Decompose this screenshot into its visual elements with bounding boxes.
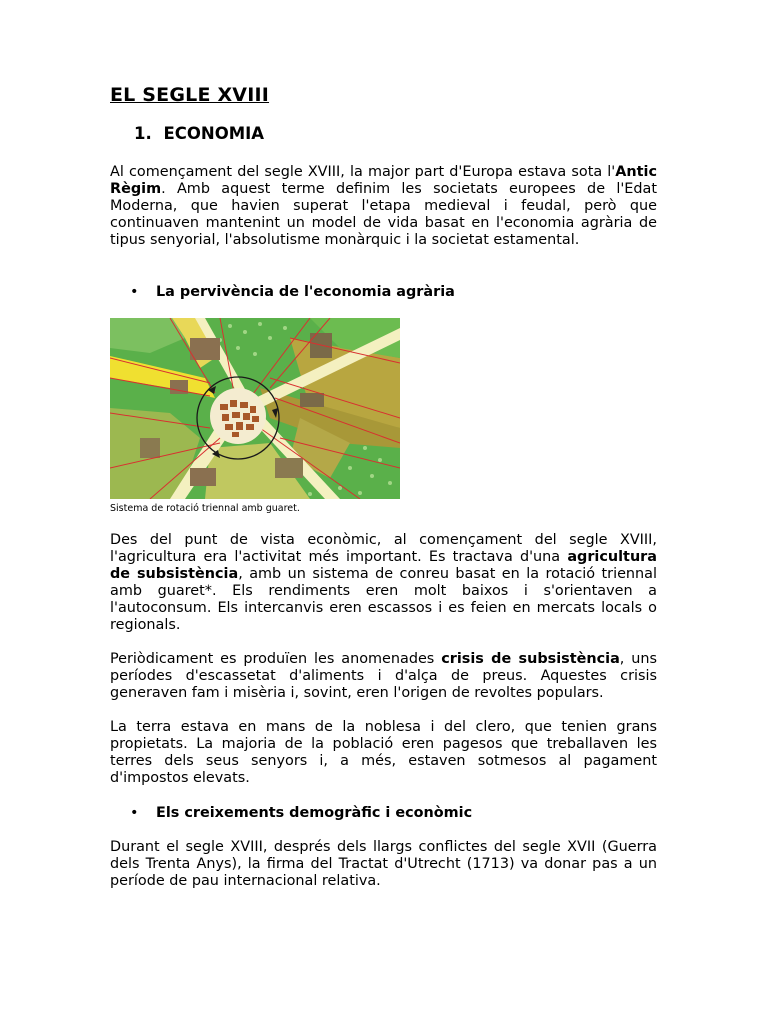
p3-text-1: Periòdicament es produïen les anomenades bbox=[110, 651, 442, 667]
bullet-marker: • bbox=[130, 805, 139, 821]
p2-bold-term: agricultura de subsistència bbox=[110, 549, 657, 582]
agriculture-paragraph bbox=[110, 532, 657, 634]
intro-paragraph bbox=[110, 164, 657, 249]
bullet-heading-text: La pervivència de l'economia agrària bbox=[156, 284, 455, 300]
page-title: EL SEGLE XVIII bbox=[110, 84, 270, 106]
bullet-heading-text: Els creixements demogràfic i econòmic bbox=[156, 805, 473, 821]
section-title: ECONOMIA bbox=[163, 124, 265, 143]
section-number: 1. bbox=[134, 124, 152, 143]
bullet-heading-agrarian bbox=[130, 284, 455, 300]
intro-bold-term: Antic Règim bbox=[110, 164, 657, 197]
p4-text-1: La terra estava en mans de la noblesa i del clero, que tenien grans propietats. La majoria de la població eren pagesos que treballaven les terres dels seus senyors i, a més, estaven sotmesos al pagament d'impostos elevats. bbox=[110, 719, 657, 786]
crop-rotation-illustration bbox=[110, 318, 400, 499]
p5-text-1: Durant el segle XVIII, després dels llargs conflictes del segle XVII (Guerra dels Trenta Anys), la firma del Tractat d'Utrecht (1713) va donar pas a un període de pau internacional relativa. bbox=[110, 839, 657, 889]
figure-caption: Sistema de rotació triennal amb guaret. bbox=[110, 503, 300, 514]
growth-paragraph bbox=[110, 839, 657, 890]
bullet-heading-growth bbox=[130, 805, 472, 821]
intro-text-1: Al començament del segle XVIII, la major part d'Europa estava sota l' bbox=[110, 164, 616, 180]
land-ownership-paragraph bbox=[110, 719, 657, 787]
p3-bold-term: crisis de subsistència bbox=[441, 651, 620, 667]
section-heading bbox=[134, 124, 264, 143]
p2-text-2: , amb un sistema de conreu basat en la rotació triennal amb guaret*. Els rendiments eren molt baixos i s'orientaven a l'autoconsum. Els intercanvis eren escassos i es feien en mercats locals o regionals. bbox=[110, 566, 657, 633]
p3-text-2: , uns períodes d'escassetat d'aliments i d'alça de preus. Aquestes crisis generaven fam i misèria i, sovint, eren l'origen de revoltes populars. bbox=[110, 651, 657, 701]
bullet-marker: • bbox=[130, 284, 139, 300]
p2-text-1: Des del punt de vista econòmic, al començament del segle XVIII, l'agricultura era l'activitat més important. Es tractava d'una bbox=[110, 532, 657, 565]
crisis-paragraph bbox=[110, 651, 657, 702]
intro-text-2: . Amb aquest terme definim les societats europees de l'Edat Moderna, que havien superat l'etapa medieval i feudal, però que continuaven mantenint un model de vida basat en l'economia agrària de tipus senyorial, l'absolutisme monàrquic i la societat estamental. bbox=[110, 181, 657, 248]
